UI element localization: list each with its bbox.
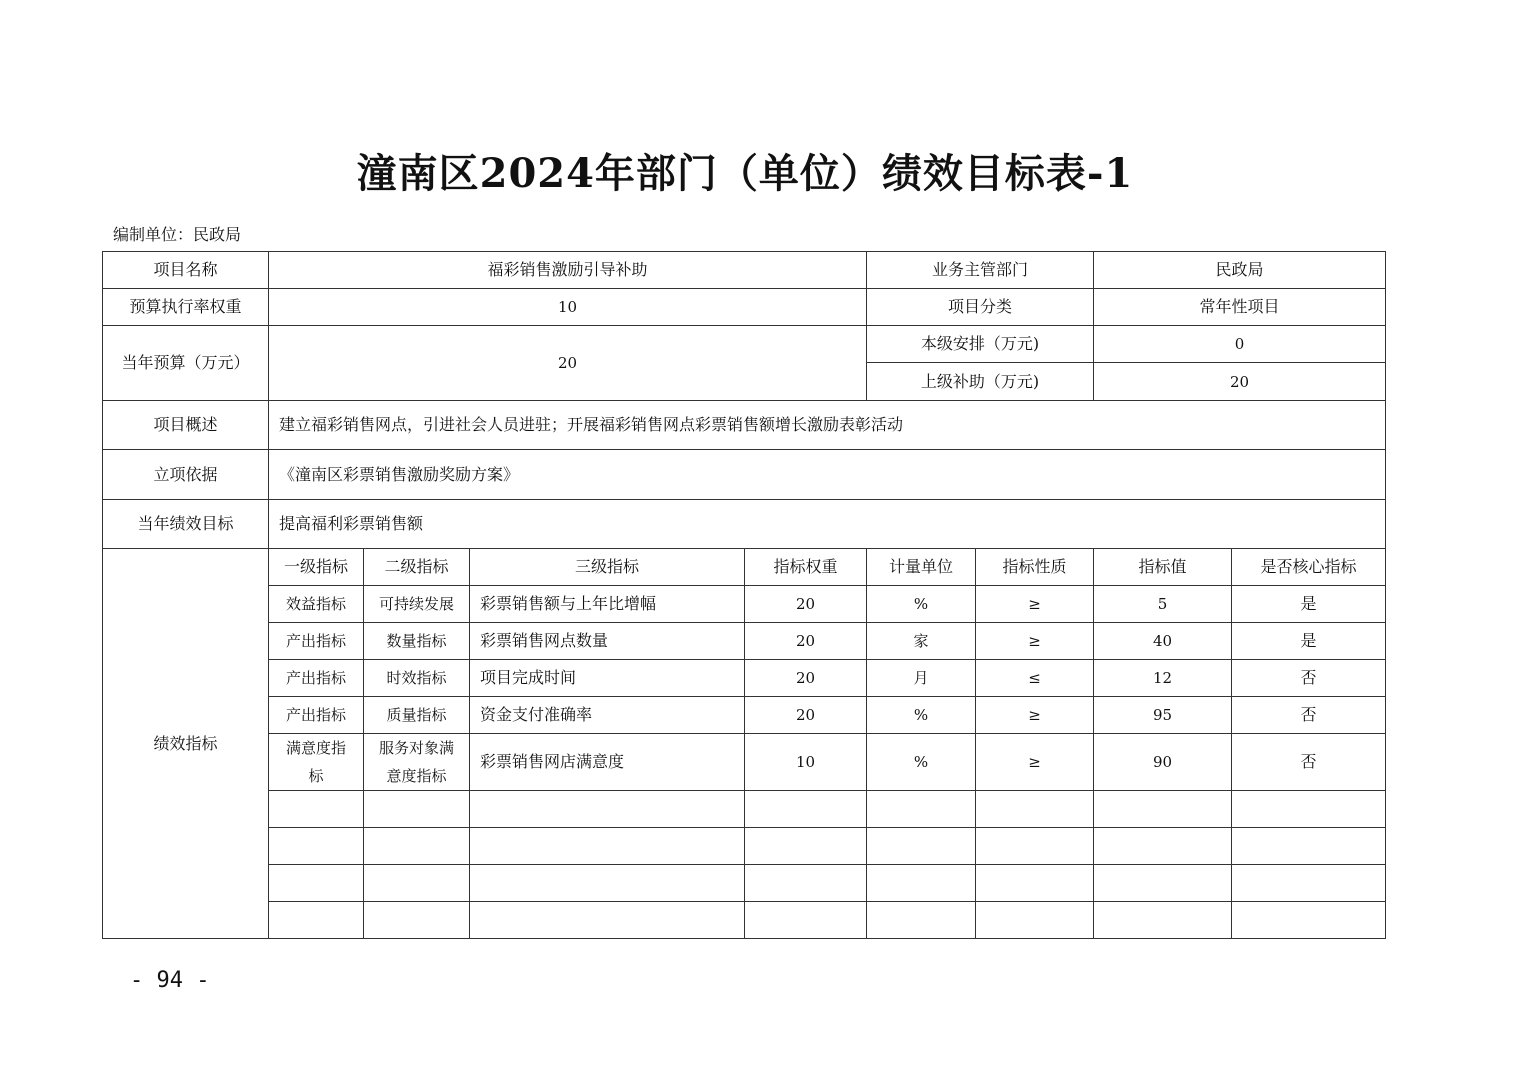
empty-indicator-row xyxy=(103,902,1386,939)
unit-cell: 家 xyxy=(867,623,976,660)
empty-indicator-row xyxy=(103,791,1386,828)
unit-cell: % xyxy=(867,697,976,734)
budget-value: 20 xyxy=(269,326,867,401)
level3-cell: 彩票销售网店满意度 xyxy=(470,734,745,791)
value-cell: 90 xyxy=(1094,734,1232,791)
level1-cell: 满意度指标 xyxy=(269,734,364,791)
category-label: 项目分类 xyxy=(867,289,1094,326)
local-value: 0 xyxy=(1094,326,1386,363)
row-goal xyxy=(103,500,1386,549)
performance-target-table xyxy=(102,251,1386,939)
nature-cell: ≤ xyxy=(976,660,1094,697)
overview-value: 建立福彩销售网点，引进社会人员进驻；开展福彩销售网点彩票销售额增长激励表彰活动 xyxy=(269,401,1386,450)
header-cell: 三级指标 xyxy=(470,549,745,586)
core-cell: 是 xyxy=(1232,623,1386,660)
upper-value: 20 xyxy=(1094,363,1386,401)
category-value: 常年性项目 xyxy=(1094,289,1386,326)
header-cell: 是否核心指标 xyxy=(1232,549,1386,586)
unit-cell: % xyxy=(867,586,976,623)
dept-value: 民政局 xyxy=(1094,252,1386,289)
core-cell: 是 xyxy=(1232,586,1386,623)
nature-cell: ≥ xyxy=(976,697,1094,734)
row-project-name xyxy=(103,252,1386,289)
weight-cell: 20 xyxy=(745,660,867,697)
weight-cell: 20 xyxy=(745,586,867,623)
local-label: 本级安排（万元) xyxy=(867,326,1094,363)
nature-cell: ≥ xyxy=(976,734,1094,791)
level3-cell: 彩票销售网点数量 xyxy=(470,623,745,660)
level2-cell: 数量指标 xyxy=(364,623,470,660)
level1-cell: 产出指标 xyxy=(269,697,364,734)
compiling-unit: 编制单位：民政局 xyxy=(113,225,242,244)
value-cell: 12 xyxy=(1094,660,1232,697)
weight-label: 预算执行率权重 xyxy=(103,289,269,326)
header-cell: 指标权重 xyxy=(745,549,867,586)
indicator-row xyxy=(103,623,1386,660)
goal-value: 提高福利彩票销售额 xyxy=(269,500,1386,549)
weight-cell: 20 xyxy=(745,697,867,734)
level3-cell: 资金支付准确率 xyxy=(470,697,745,734)
row-budget-local xyxy=(103,326,1386,363)
dept-label: 业务主管部门 xyxy=(867,252,1094,289)
nature-cell: ≥ xyxy=(976,586,1094,623)
header-cell: 指标值 xyxy=(1094,549,1232,586)
weight-value: 10 xyxy=(269,289,867,326)
nature-cell: ≥ xyxy=(976,623,1094,660)
empty-indicator-row xyxy=(103,828,1386,865)
level2-cell: 可持续发展 xyxy=(364,586,470,623)
level3-cell: 彩票销售额与上年比增幅 xyxy=(470,586,745,623)
level2-cell: 质量指标 xyxy=(364,697,470,734)
level1-cell: 产出指标 xyxy=(269,623,364,660)
unit-cell: % xyxy=(867,734,976,791)
weight-cell: 10 xyxy=(745,734,867,791)
weight-cell: 20 xyxy=(745,623,867,660)
unit-cell: 月 xyxy=(867,660,976,697)
core-cell: 否 xyxy=(1232,660,1386,697)
level1-cell: 效益指标 xyxy=(269,586,364,623)
upper-label: 上级补助（万元) xyxy=(867,363,1094,401)
indicators-section-label: 绩效指标 xyxy=(103,549,269,939)
indicator-header-row xyxy=(103,549,1386,586)
header-cell: 一级指标 xyxy=(269,549,364,586)
project-name-value: 福彩销售激励引导补助 xyxy=(269,252,867,289)
level2-cell: 时效指标 xyxy=(364,660,470,697)
core-cell: 否 xyxy=(1232,697,1386,734)
project-name-label: 项目名称 xyxy=(103,252,269,289)
level1-cell: 产出指标 xyxy=(269,660,364,697)
budget-label: 当年预算（万元） xyxy=(103,326,269,401)
value-cell: 40 xyxy=(1094,623,1232,660)
header-cell: 指标性质 xyxy=(976,549,1094,586)
overview-label: 项目概述 xyxy=(103,401,269,450)
header-cell: 二级指标 xyxy=(364,549,470,586)
level3-cell: 项目完成时间 xyxy=(470,660,745,697)
empty-indicator-row xyxy=(103,865,1386,902)
row-basis xyxy=(103,450,1386,500)
value-cell: 95 xyxy=(1094,697,1232,734)
indicator-row xyxy=(103,697,1386,734)
value-cell: 5 xyxy=(1094,586,1232,623)
goal-label: 当年绩效目标 xyxy=(103,500,269,549)
indicator-row xyxy=(103,660,1386,697)
core-cell: 否 xyxy=(1232,734,1386,791)
header-cell: 计量单位 xyxy=(867,549,976,586)
basis-label: 立项依据 xyxy=(103,450,269,500)
row-weight xyxy=(103,289,1386,326)
document-title: 潼南区2024年部门（单位）绩效目标表-1 xyxy=(356,150,1134,197)
row-overview xyxy=(103,401,1386,450)
indicator-row xyxy=(103,734,1386,791)
indicator-row xyxy=(103,586,1386,623)
basis-value: 《潼南区彩票销售激励奖励方案》 xyxy=(269,450,1386,500)
level2-cell: 服务对象满意度指标 xyxy=(364,734,470,791)
page-number: - 94 - xyxy=(130,968,210,993)
